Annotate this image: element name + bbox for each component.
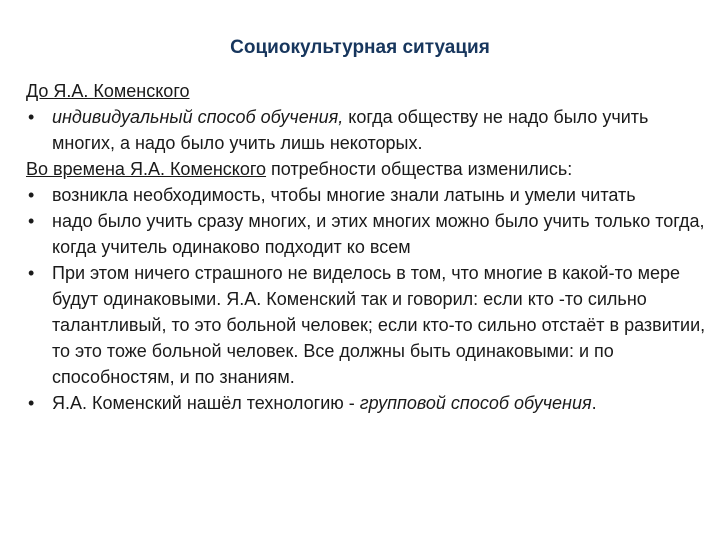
bullet-text: возникла необходимость, чтобы многие знали латынь и умели читать [52, 185, 636, 205]
section2-heading [26, 156, 706, 182]
list-item [26, 182, 706, 208]
bullet-end: . [591, 393, 597, 413]
section1-heading-text: До Я.А. Коменского [26, 81, 190, 101]
list-item [26, 208, 706, 260]
bullet-icon: • [28, 263, 35, 283]
bullet-text: При этом ничего страшного не виделось в том, что многие в какой-то мере будут одинаковыми. Я.А. Коменский так и говорил: если кто -то сильно талантливый, то это больной человек; если кто-то сильно отстаёт в развитии, то это тоже больной человек. Все должны быть одинаковыми: и по способностям, и по знаниям. [52, 263, 706, 387]
slide-content [26, 78, 706, 416]
list-item [26, 390, 706, 416]
bullet-italic: индивидуальный способ обучения, [52, 107, 344, 127]
section2-heading-text: Во времена Я.А. Коменского [26, 159, 267, 179]
bullet-text: надо было учить сразу многих, и этих многих можно было учить только тогда, когда учитель одинаково подходит ко всем [52, 211, 705, 257]
bullet-icon: • [28, 107, 35, 127]
bullet-icon: • [28, 185, 35, 205]
bullet-icon: • [28, 393, 35, 413]
bullet-icon: • [28, 211, 35, 231]
list-item [26, 260, 706, 390]
bullet-text: Я.А. Коменский нашёл технологию - [52, 393, 360, 413]
bullet-italic: групповой способ обучения [359, 393, 592, 413]
section2-heading-rest: потребности общества изменились: [266, 159, 573, 179]
slide-title: Социокультурная ситуация [230, 37, 490, 58]
bullet-text: когда обществу не надо было учить многих, а надо было учить лишь некоторых. [52, 107, 649, 153]
section1-heading [26, 78, 706, 104]
list-item [26, 104, 706, 156]
